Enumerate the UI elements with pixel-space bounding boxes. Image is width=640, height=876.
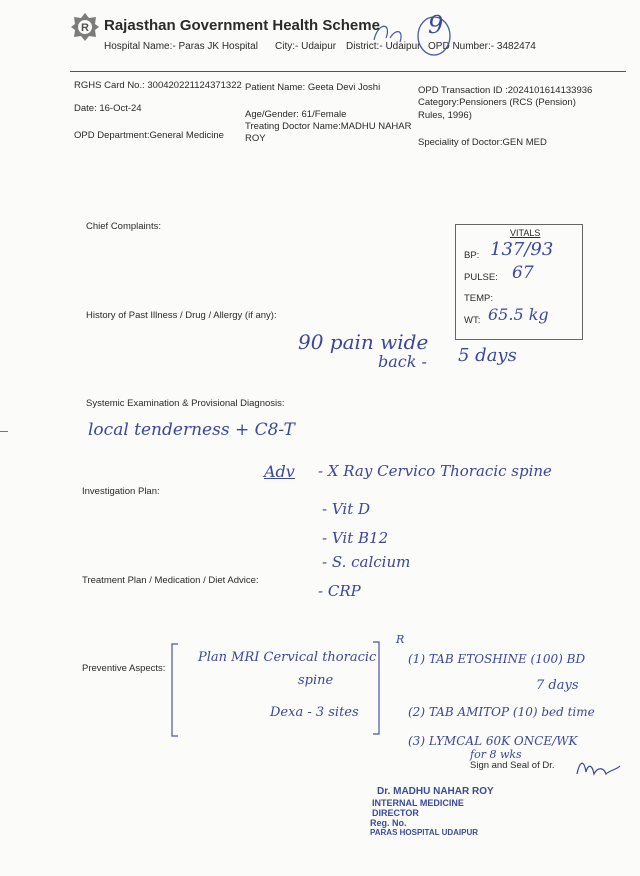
header-divider	[70, 71, 626, 72]
investigation-item: - S. calcium	[322, 553, 411, 571]
history-handwriting-1: 90 pain wide	[298, 330, 429, 354]
history-handwriting-3: 5 days	[458, 345, 517, 366]
treating-doctor-line-2: ROY	[245, 133, 266, 144]
patient-name: Patient Name: Geeta Devi Joshi	[245, 82, 381, 93]
margin-mark	[0, 431, 8, 432]
opd-transaction: OPD Transaction ID :2024101614133936	[418, 85, 593, 96]
treating-doctor-line-1: Treating Doctor Name:MADHU NAHAR	[245, 121, 412, 132]
category-line-2: Rules, 1996)	[418, 110, 472, 121]
treatment-label: Treatment Plan / Medication / Diet Advice:	[82, 575, 259, 586]
diagnosis-handwriting: local tenderness + C8-T	[88, 420, 295, 440]
wt-value: 65.5 kg	[488, 305, 549, 324]
stamp-line-2: INTERNAL MEDICINE	[372, 798, 464, 808]
wt-label: WT:	[464, 315, 481, 326]
doctor-signature	[574, 756, 624, 782]
bp-label: BP:	[464, 250, 480, 261]
medication-2: (2) TAB AMITOP (10) bed time	[408, 705, 595, 719]
medication-1: (1) TAB ETOSHINE (100) BD	[408, 652, 586, 666]
svg-text:R: R	[81, 22, 89, 34]
preventive-label: Preventive Aspects:	[82, 663, 166, 674]
district: District:- Udaipur	[346, 41, 421, 52]
hospital-name: Hospital Name:- Paras JK Hospital	[104, 41, 258, 52]
pulse-value: 67	[512, 263, 534, 283]
vitals-title: VITALS	[510, 228, 541, 238]
stamp-line-3: DIRECTOR	[372, 808, 419, 818]
investigation-item: - Vit B12	[322, 529, 389, 547]
chief-complaints-label: Chief Complaints:	[86, 221, 161, 232]
doctor-speciality: Speciality of Doctor:GEN MED	[418, 137, 547, 148]
temp-label: TEMP:	[464, 293, 494, 304]
opd-department: OPD Department:General Medicine	[74, 130, 224, 141]
history-label: History of Past Illness / Drug / Allergy (if any):	[86, 310, 277, 321]
scheme-title: Rajasthan Government Health Scheme	[104, 17, 380, 34]
investigation-item: - X Ray Cervico Thoracic spine	[318, 462, 552, 480]
handwritten-top-number: 9	[428, 11, 444, 39]
city: City:- Udaipur	[275, 41, 337, 52]
age-gender: Age/Gender: 61/Female	[245, 109, 347, 120]
opd-number: OPD Number:- 3482474	[428, 41, 536, 52]
pulse-label: PULSE:	[464, 272, 498, 283]
advice-mark: Adv	[264, 462, 295, 481]
signature-label: Sign and Seal of Dr.	[470, 760, 555, 771]
investigation-item: - Vit D	[322, 500, 371, 518]
stamp-line-4: Reg. No.	[370, 818, 407, 828]
bp-value: 137/93	[490, 239, 554, 260]
investigation-label: Investigation Plan:	[82, 486, 160, 497]
category-line-1: Category:Pensioners (RCS (Pension)	[418, 97, 576, 108]
stamp-line-5: PARAS HOSPITAL UDAIPUR	[370, 828, 479, 837]
visit-date: Date: 16-Oct-24	[74, 103, 142, 114]
stamp-line-1: Dr. MADHU NAHAR ROY	[377, 786, 494, 797]
preventive-handwriting-1: Plan MRI Cervical thoracic	[198, 650, 377, 665]
rghs-card: RGHS Card No.: 300420221124371322	[74, 80, 242, 91]
preventive-handwriting-2: spine	[298, 673, 334, 688]
rghs-logo-icon	[70, 12, 100, 42]
systemic-exam-label: Systemic Examination & Provisional Diagnosis:	[86, 398, 285, 409]
investigation-item: - CRP	[318, 582, 361, 600]
preventive-handwriting-3: Dexa - 3 sites	[270, 705, 359, 720]
medication-3: (3) LYMCAL 60K ONCE/WK	[408, 734, 578, 748]
history-handwriting-2: back -	[378, 352, 427, 371]
medication-3-duration: for 8 wks	[470, 748, 522, 761]
medication-1-duration: 7 days	[536, 678, 579, 693]
rx-mark: R	[396, 633, 405, 646]
